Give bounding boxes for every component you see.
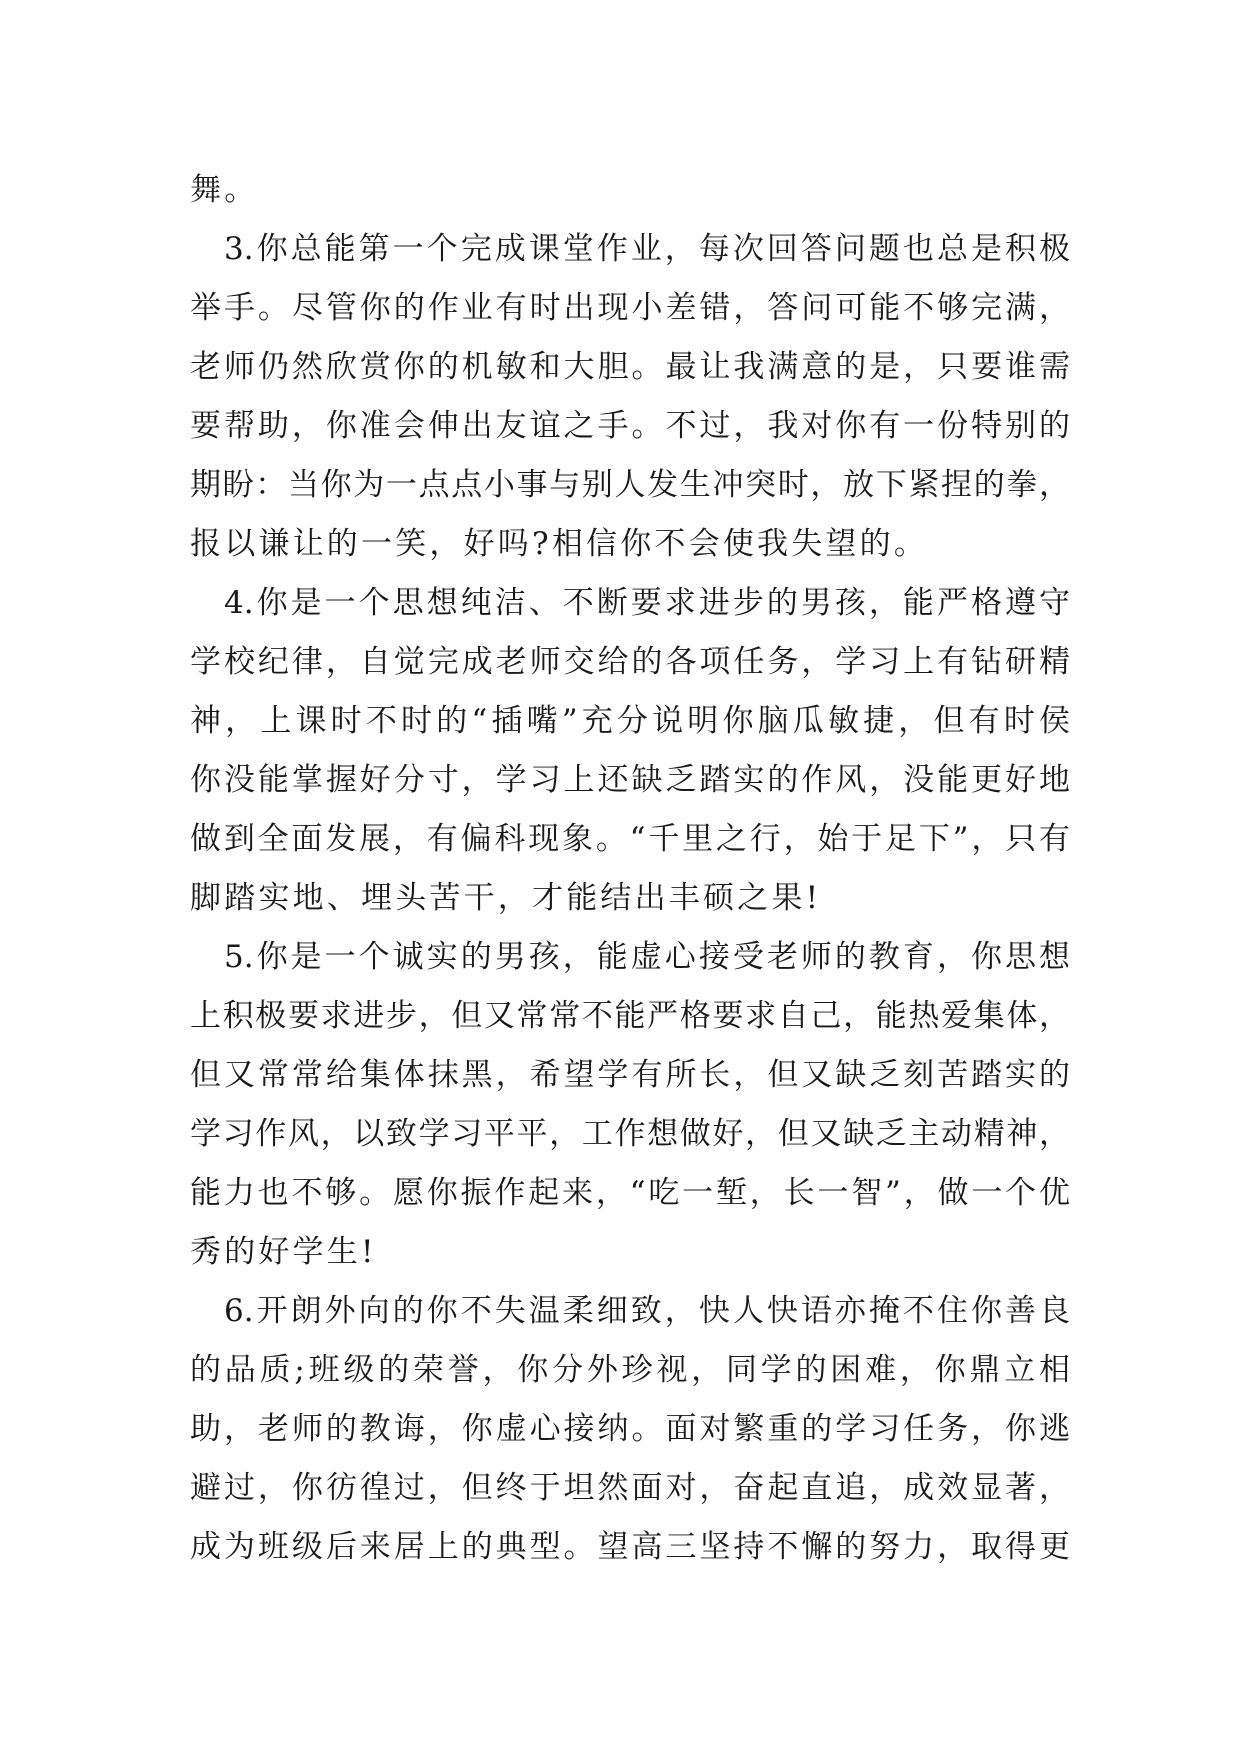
text-line: 举手。尽管你的作业有时出现小差错，答问可能不够完满， <box>190 290 1070 326</box>
text-line: 成为班级后来居上的典型。望高三坚持不懈的努力，取得更 <box>190 1529 1070 1565</box>
text-line: 学习作风，以致学习平平，工作想做好，但又缺乏主动精神， <box>190 1116 1070 1152</box>
text-line: 神，上课时不时的“插嘴”充分说明你脑瓜敏捷，但有时侯 <box>190 703 1070 739</box>
text-line: 要帮助，你准会伸出友谊之手。不过，我对你有一份特别的 <box>190 408 1070 444</box>
text-line: 秀的好学生! <box>190 1234 377 1270</box>
text-line: 舞。 <box>190 172 259 208</box>
text-line: 4.你是一个思想纯洁、不断要求进步的男孩，能严格遵守 <box>224 585 1070 621</box>
text-line: 的品质;班级的荣誉，你分外珍视，同学的困难，你鼎立相 <box>190 1352 1070 1388</box>
text-line: 避过，你彷徨过，但终于坦然面对，奋起直追，成效显著， <box>190 1470 1070 1506</box>
text-line: 做到全面发展，有偏科现象。“千里之行，始于足下”，只有 <box>190 821 1070 857</box>
text-line: 上积极要求进步，但又常常不能严格要求自己，能热爱集体， <box>190 998 1070 1034</box>
text-line: 5.你是一个诚实的男孩，能虚心接受老师的教育，你思想 <box>224 939 1070 975</box>
text-line: 报以谦让的一笑，好吗?相信你不会使我失望的。 <box>190 526 929 562</box>
text-line: 3.你总能第一个完成课堂作业，每次回答问题也总是积极 <box>224 231 1070 267</box>
text-line: 助，老师的教诲，你虚心接纳。面对繁重的学习任务，你逃 <box>190 1411 1070 1447</box>
text-line: 学校纪律，自觉完成老师交给的各项任务，学习上有钻研精 <box>190 644 1070 680</box>
text-line: 能力也不够。愿你振作起来，“吃一堑，长一智”，做一个优 <box>190 1175 1070 1211</box>
text-line: 脚踏实地、埋头苦干，才能结出丰硕之果! <box>190 880 822 916</box>
text-line: 老师仍然欣赏你的机敏和大胆。最让我满意的是，只要谁需 <box>190 349 1070 385</box>
document-body <box>190 161 1070 1577</box>
text-line: 期盼：当你为一点点小事与别人发生冲突时，放下紧捏的拳， <box>190 467 1070 503</box>
text-line: 6.开朗外向的你不失温柔细致，快人快语亦掩不住你善良 <box>224 1293 1070 1329</box>
text-line: 但又常常给集体抹黑，希望学有所长，但又缺乏刻苦踏实的 <box>190 1057 1070 1093</box>
text-line: 你没能掌握好分寸，学习上还缺乏踏实的作风，没能更好地 <box>190 762 1070 798</box>
